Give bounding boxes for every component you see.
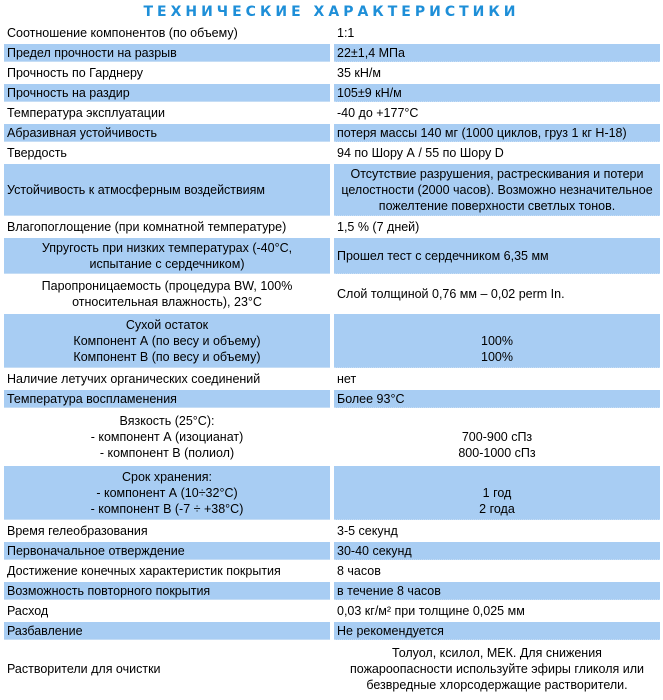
property-value-line: Толуол, ксилол, МЕК. Для снижения (392, 646, 602, 660)
property-value-line: потеря массы 140 мг (1000 циклов, груз 1 кг Н-18) (337, 125, 627, 140)
property-label (4, 44, 330, 62)
page-title: ТЕХНИЧЕСКИЕ ХАРАКТЕРИСТИКИ (143, 4, 520, 20)
property-value (334, 144, 660, 162)
property-label-line: испытание с сердечником) (89, 256, 245, 271)
property-label-line: Компонент А (по весу и объему) (73, 333, 261, 348)
table-row (4, 390, 660, 408)
property-value-line: 30-40 секунд (337, 543, 412, 558)
table-row (4, 622, 660, 640)
property-label-line: Абразивная устойчивость (7, 125, 158, 140)
property-label (4, 124, 330, 142)
property-label-line: Влагопоглощение (при комнатной температуре) (7, 220, 287, 234)
table-row (4, 410, 660, 464)
property-label (4, 276, 330, 312)
property-value (334, 164, 660, 216)
property-value-line: в течение 8 часов (337, 583, 441, 598)
property-value (334, 466, 660, 520)
property-value-line: 35 кН/м (337, 66, 381, 80)
property-value (334, 314, 660, 368)
property-label-line: Время гелеобразования (7, 524, 148, 538)
property-value-line: 3-5 секунд (337, 524, 398, 538)
property-label (4, 24, 330, 42)
property-value (334, 562, 660, 580)
property-label-line: Первоначальное отверждение (7, 543, 185, 558)
property-value-line: 94 по Шору А / 55 по Шору D (337, 146, 504, 160)
property-label (4, 238, 330, 274)
property-value (334, 522, 660, 540)
table-row (4, 124, 660, 142)
property-value-line: пожароопасности используйте эфиры гликоля или (349, 662, 645, 676)
table-row (4, 238, 660, 274)
property-value-line: 800-1000 сПз (458, 446, 536, 460)
property-label-line: Разбавление (7, 623, 83, 638)
property-value-line: безвредные хлорсодержащие растворители. (366, 678, 628, 692)
property-label (4, 642, 330, 696)
property-value (334, 218, 660, 236)
property-label-line: Упругость при низких температурах (-40°С, (41, 240, 293, 255)
property-label-line: Температура воспламенения (7, 391, 177, 406)
table-row (4, 602, 660, 620)
table-row (4, 44, 660, 62)
property-value (334, 238, 660, 274)
table-row (4, 522, 660, 540)
specs-table (4, 24, 660, 698)
property-value (334, 104, 660, 122)
property-label (4, 314, 330, 368)
property-label (4, 164, 330, 216)
property-label-line: Паропроницаемость (процедура BW, 100% (41, 279, 293, 293)
property-label (4, 542, 330, 560)
property-value (334, 410, 660, 464)
table-row (4, 542, 660, 560)
property-value (334, 622, 660, 640)
property-value (334, 84, 660, 102)
property-value-line: 100% (481, 333, 513, 348)
property-value-line: целостности (2000 часов). Возможно незначительное (341, 182, 653, 197)
property-value (334, 24, 660, 42)
property-value-line (495, 317, 498, 333)
table-row (4, 314, 660, 368)
property-label (4, 64, 330, 82)
property-value-line: 1 год (482, 485, 512, 500)
property-label-line: Компонент В (по весу и объему) (73, 349, 261, 364)
table-row (4, 144, 660, 162)
property-label-line: Прочность на раздир (7, 85, 130, 100)
property-label-line: Сухой остаток (125, 317, 209, 332)
property-value (334, 582, 660, 600)
property-value-line: Прошел тест с сердечником 6,35 мм (337, 248, 549, 263)
property-label-line: - компонент В (-7 ÷ +38°С) (90, 501, 244, 516)
property-value-line: -40 до +177°С (337, 106, 419, 120)
property-value-line: 100% (481, 349, 513, 364)
property-label-line: Растворители для очистки (7, 662, 161, 676)
property-value-line: 0,03 кг/м² при толщине 0,025 мм (337, 604, 525, 618)
property-label-line: - компонент А (изоцианат) (90, 430, 244, 444)
table-row (4, 582, 660, 600)
property-value (334, 124, 660, 142)
property-value-line: Более 93°С (337, 391, 405, 406)
property-label-line: Прочность по Гарднеру (7, 66, 144, 80)
property-label-line: Наличие летучих органических соединений (7, 372, 261, 386)
property-label (4, 622, 330, 640)
property-value-line: 8 часов (337, 564, 381, 578)
property-label-line: Возможность повторного покрытия (7, 583, 211, 598)
property-value-line: 1,5 % (7 дней) (337, 220, 420, 234)
property-value (334, 390, 660, 408)
property-value-line: Слой толщиной 0,76 мм – 0,02 perm In. (337, 287, 565, 301)
property-label (4, 218, 330, 236)
property-label (4, 104, 330, 122)
property-label (4, 562, 330, 580)
table-row (4, 466, 660, 520)
property-label-line: Срок хранения: (121, 469, 212, 484)
property-label (4, 410, 330, 464)
property-label-line: Предел прочности на разрыв (7, 45, 177, 60)
property-value-line: Не рекомендуется (337, 623, 444, 638)
property-label (4, 522, 330, 540)
table-row (4, 164, 660, 216)
table-row (4, 64, 660, 82)
property-label-line: - компонент А (10÷32°С) (96, 485, 238, 500)
property-value (334, 542, 660, 560)
table-row (4, 104, 660, 122)
property-label-line: Достижение конечных характеристик покрытия (7, 564, 281, 578)
property-label-line: - компонент В (полиол) (99, 446, 235, 460)
property-label (4, 144, 330, 162)
property-label-line: Твердость (7, 146, 67, 160)
property-label-line: Устойчивость к атмосферным воздействиям (7, 182, 266, 197)
table-row (4, 24, 660, 42)
property-label-line: Соотношение компонентов (по объему) (7, 26, 238, 40)
property-value-line: 105±9 кН/м (337, 85, 402, 100)
property-value-line: 700-900 сПз (461, 430, 533, 444)
property-label-line: Расход (7, 604, 49, 618)
property-value-line: 1:1 (337, 26, 355, 40)
property-value (334, 642, 660, 696)
table-row (4, 276, 660, 312)
property-label (4, 84, 330, 102)
property-value-line: 22±1,4 МПа (337, 45, 405, 60)
property-value (334, 44, 660, 62)
table-row (4, 218, 660, 236)
property-label (4, 582, 330, 600)
property-value (334, 64, 660, 82)
property-value-line: Отсутствие разрушения, растрескивания и потери (350, 166, 644, 181)
table-row (4, 370, 660, 388)
property-label-line: Температура эксплуатации (7, 106, 165, 120)
property-value-line (495, 469, 498, 485)
property-label (4, 390, 330, 408)
table-row (4, 84, 660, 102)
property-label-line: Вязкость (25°С): (119, 414, 215, 428)
property-value (334, 602, 660, 620)
property-label (4, 602, 330, 620)
property-value-line: 2 года (479, 501, 515, 516)
property-label-line: относительная влажность), 23°С (72, 295, 262, 309)
property-label (4, 466, 330, 520)
property-value-line: пожелтение поверхности светлых тонов. (378, 198, 616, 213)
property-value-line: нет (337, 372, 357, 386)
table-row (4, 562, 660, 580)
property-value-line (495, 413, 498, 429)
property-value (334, 370, 660, 388)
table-row (4, 642, 660, 696)
property-label (4, 370, 330, 388)
property-value (334, 276, 660, 312)
